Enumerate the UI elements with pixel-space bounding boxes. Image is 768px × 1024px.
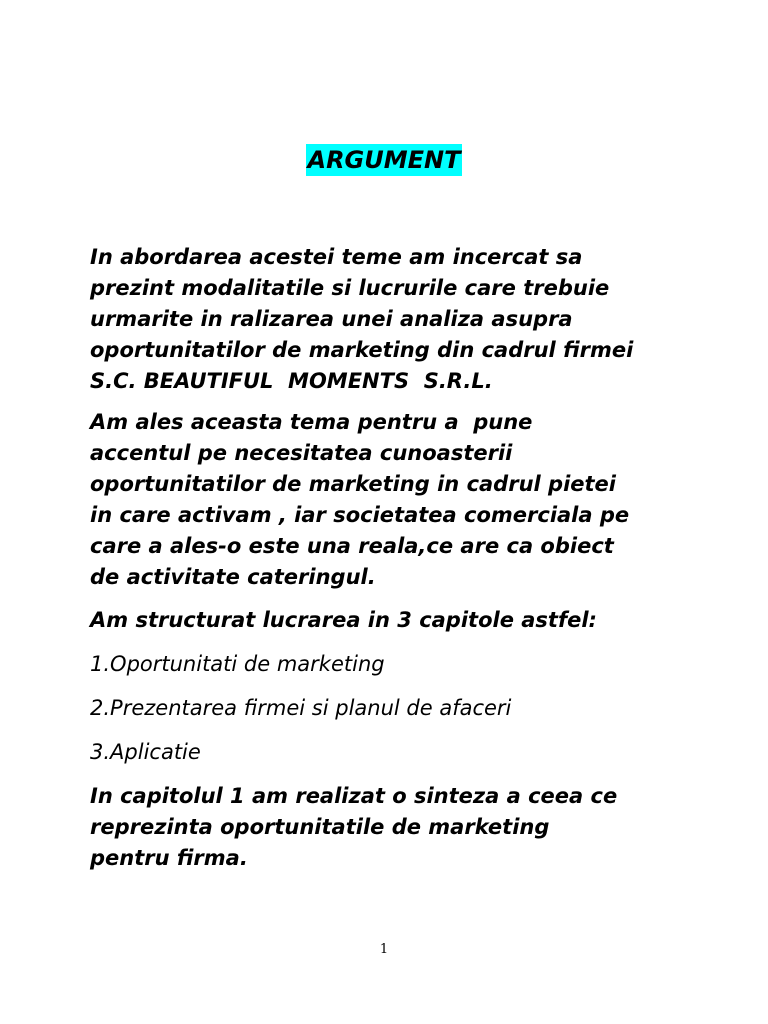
- text-line: Am structurat lucrarea in 3 capitole astfel:: [90, 608, 597, 632]
- text-line: prezint modalitatile si lucrurile care trebuie: [90, 276, 610, 300]
- text-line: oportunitatilor de marketing din cadrul firmei: [90, 338, 634, 362]
- text-line: oportunitatilor de marketing in cadrul pietei: [90, 472, 616, 496]
- text-line: In capitolul 1 am realizat o sinteza a ceea ce: [90, 784, 618, 808]
- paragraph-motivation: [90, 407, 690, 593]
- text-line: Am ales aceasta tema pentru a pune: [90, 410, 533, 434]
- chapter-item: [90, 649, 690, 680]
- page-number: 1: [379, 942, 389, 957]
- text-line: In abordarea acestei teme am incercat sa: [90, 245, 583, 269]
- title-container: [0, 144, 768, 176]
- structure-intro: [90, 605, 690, 636]
- text-line: reprezinta oportunitatile de marketing: [90, 815, 550, 839]
- text-line: pentru firma.: [90, 846, 248, 870]
- text-line: care a ales-o este una reala,ce are ca obiect: [90, 534, 614, 558]
- paragraph-chapter-summary: [90, 781, 690, 874]
- document-body: [90, 242, 690, 874]
- page-title: ARGUMENT: [307, 146, 461, 174]
- text-line: de activitate cateringul.: [90, 565, 376, 589]
- chapter-item: [90, 737, 690, 768]
- text-line: urmarite in ralizarea unei analiza asupra: [90, 307, 573, 331]
- text-line: accentul pe necesitatea cunoasterii: [90, 441, 513, 465]
- chapter-item: [90, 693, 690, 724]
- chapter-label: 1.Oportunitati de marketing: [90, 652, 385, 676]
- text-line: S.C. BEAUTIFUL MOMENTS S.R.L.: [90, 369, 493, 393]
- chapter-label: 3.Aplicatie: [90, 740, 201, 764]
- paragraph-intro: [90, 242, 690, 397]
- chapter-label: 2.Prezentarea firmei si planul de afaceri: [90, 696, 512, 720]
- text-line: in care activam , iar societatea comerciala pe: [90, 503, 630, 527]
